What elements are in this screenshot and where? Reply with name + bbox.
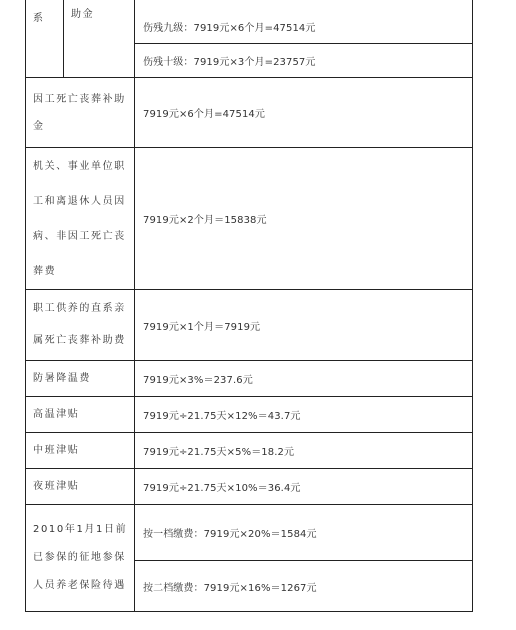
table-row [26,433,473,469]
value-heat: 7919元×3%＝237.6元 [135,361,473,397]
table-row [26,469,473,505]
row-label-high-temp: 高温津贴 [26,397,135,433]
row-label-night-shift: 夜班津贴 [26,469,135,505]
row-label-heat: 防暑降温费 [26,361,135,397]
table-row [26,397,473,433]
table-row [26,290,473,361]
value-retiree-death: 7919元×2个月＝15838元 [135,148,473,290]
table-row [26,361,473,397]
value-work-death: 7919元×6个月=47514元 [135,78,473,148]
table-row [26,0,473,44]
table-row [26,148,473,290]
table-row [26,78,473,148]
allowance-table [25,0,473,612]
table-row [26,505,473,561]
row-label-work-death: 因工死亡丧葬补助金 [26,78,135,148]
value-high-temp: 7919元÷21.75天×12%＝43.7元 [135,397,473,433]
row-label-disability-col2: 助金 [64,0,135,78]
value-disability-nine: 伤残九级：7919元×6个月=47514元 [135,0,473,44]
value-pension-a: 按一档缴费：7919元×20%＝1584元 [135,505,473,561]
value-mid-shift: 7919元÷21.75天×5%＝18.2元 [135,433,473,469]
value-dependent-death: 7919元×1个月＝7919元 [135,290,473,361]
row-label-dependent-death: 职工供养的直系亲属死亡丧葬补助费 [26,290,135,361]
value-pension-b: 按二档缴费：7919元×16%＝1267元 [135,561,473,612]
row-label-retiree-death: 机关、事业单位职工和离退休人员因病、非因工死亡丧葬费 [26,148,135,290]
value-night-shift: 7919元÷21.75天×10%＝36.4元 [135,469,473,505]
row-label-disability-col1: 系 [26,0,64,78]
value-disability-ten: 伤残十级：7919元×3个月=23757元 [135,44,473,78]
row-label-pension: 2010年1月1日前已参保的征地参保人员养老保险待遇 [26,505,135,612]
row-label-mid-shift: 中班津贴 [26,433,135,469]
